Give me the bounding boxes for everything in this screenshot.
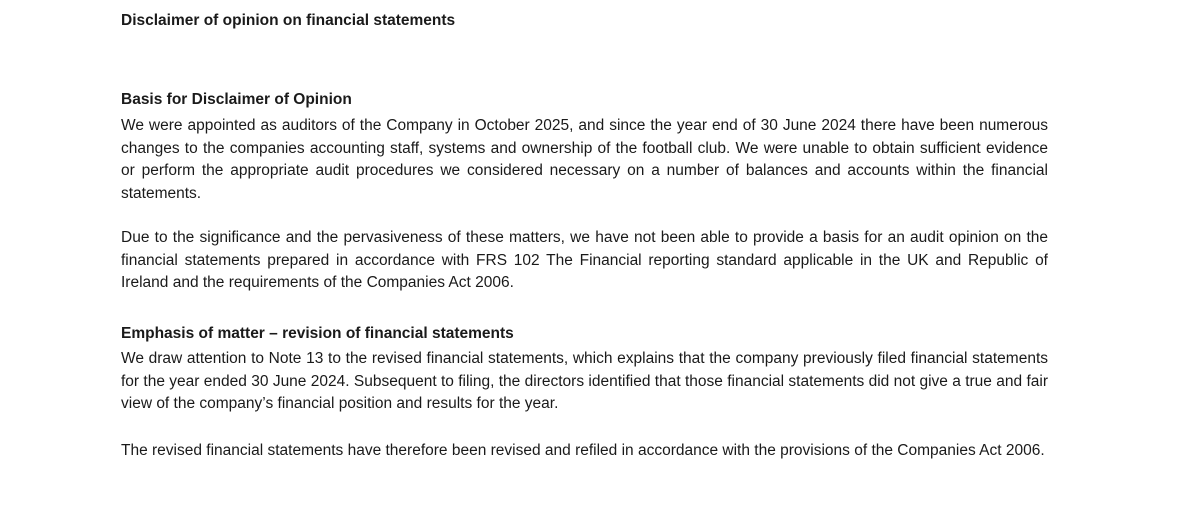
paragraph-emphasis-1: We draw attention to Note 13 to the revised financial statements, which explains that the company previously filed financial statements for the year ended 30 June 2024. Subsequent to filing, the directors identified that those financial statements did not give a true and fair view of the company’s financial position and results for the year. xyxy=(121,350,1048,413)
document-title: Disclaimer of opinion on financial statements xyxy=(121,12,456,29)
section-heading-emphasis: Emphasis of matter – revision of financial statements xyxy=(121,325,514,342)
section-heading-basis: Basis for Disclaimer of Opinion xyxy=(121,91,352,108)
paragraph-emphasis-2: The revised financial statements have therefore been revised and refiled in accordance with the provisions of the Companies Act 2006. xyxy=(121,442,1045,459)
paragraph-basis-2: Due to the significance and the pervasiveness of these matters, we have not been able to provide a basis for an audit opinion on the financial statements prepared in accordance with FRS 102 The Financial reporting standard applicable in the UK and Republic of Ireland and the requirements of the Companies Act 2006. xyxy=(121,229,1048,292)
paragraph-basis-1: We were appointed as auditors of the Company in October 2025, and since the year end of 30 June 2024 there have been numerous changes to the companies accounting staff, systems and ownership of the football club. We were unable to obtain sufficient evidence or perform the appropriate audit procedures we considered necessary on a number of balances and accounts within the financial statements. xyxy=(121,117,1048,202)
